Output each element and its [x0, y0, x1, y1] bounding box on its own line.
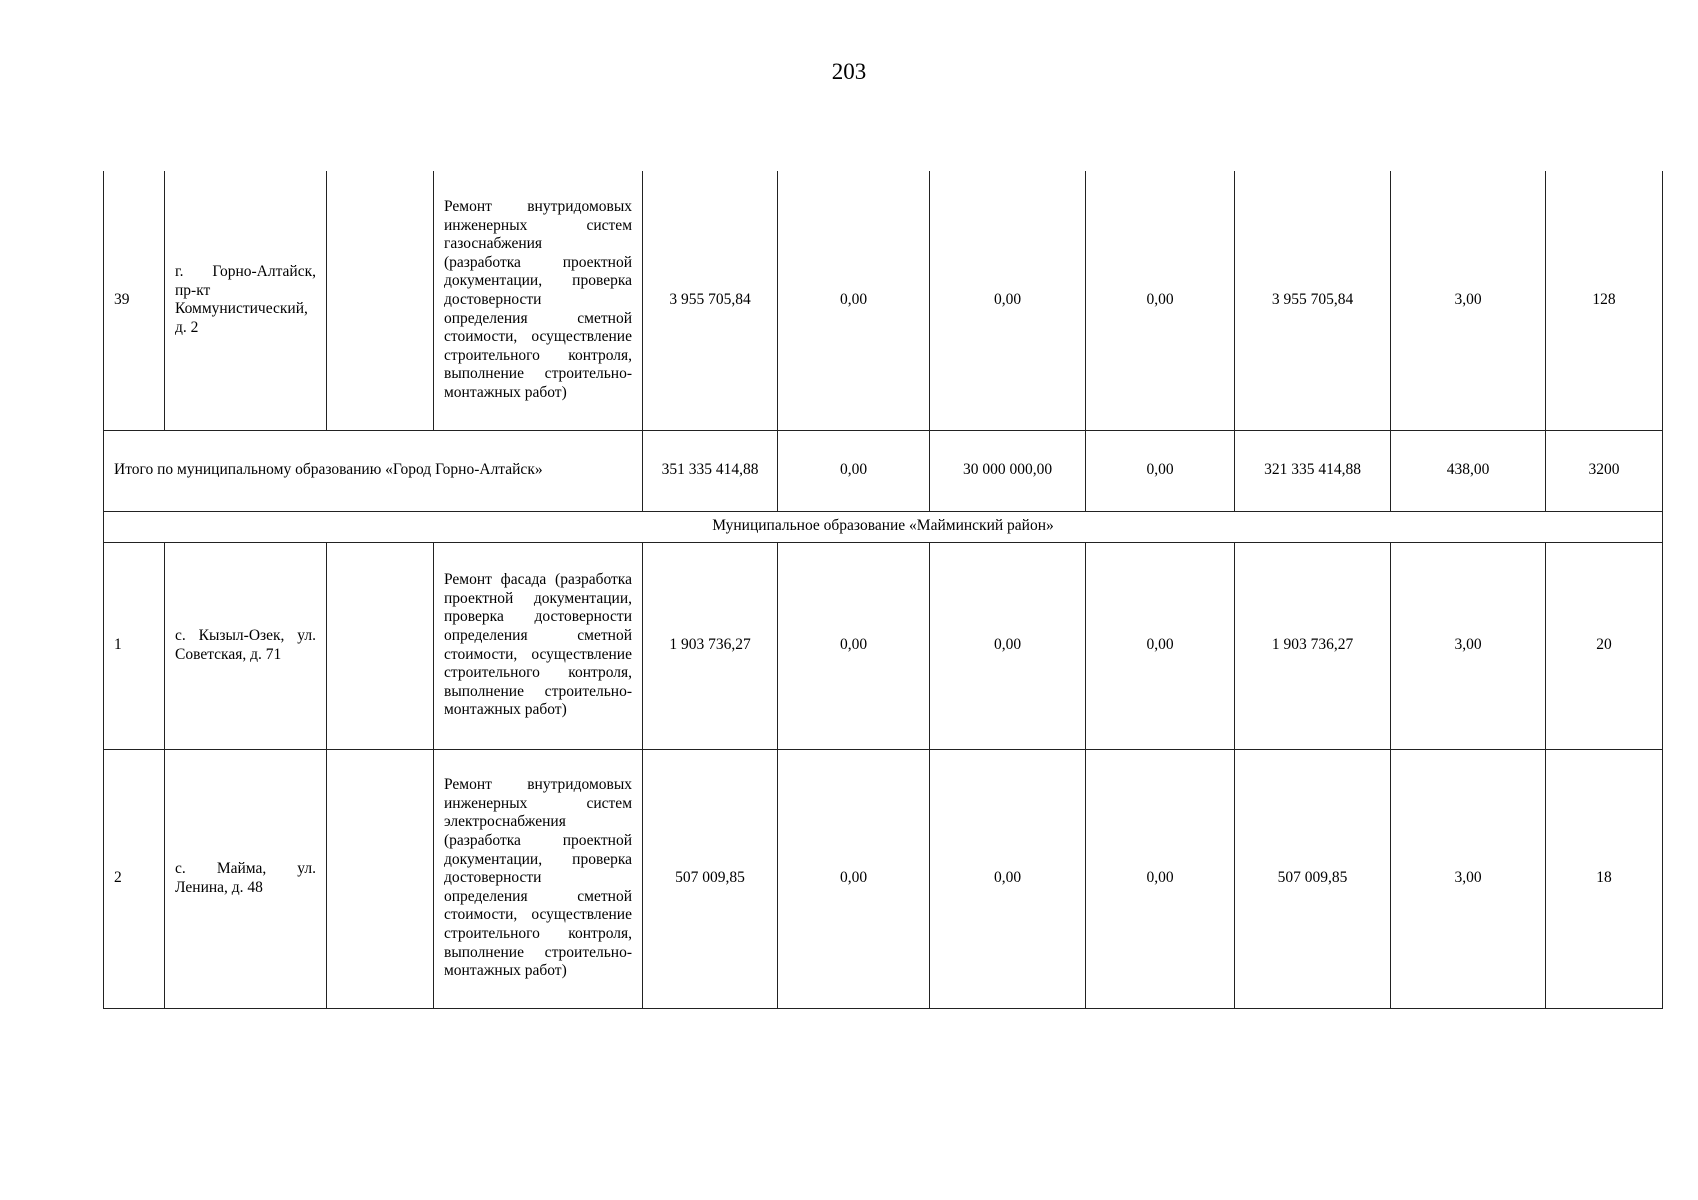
work-description-line: (разработка проектной — [444, 832, 632, 850]
work-description-line: монтажных работ) — [444, 701, 567, 719]
unit-cost-cell: 3,00 — [1391, 171, 1546, 430]
federal-fund-cell: 0,00 — [778, 171, 930, 430]
total-total-cost-cell: 351 335 414,88 — [643, 430, 778, 511]
row-number: 39 — [104, 171, 165, 430]
capital-repair-table — [103, 171, 1663, 1009]
work-description-cell — [434, 171, 643, 430]
work-description-line: газоснабжения — [444, 235, 543, 253]
total-unit-cost-cell: 438,00 — [1391, 430, 1546, 511]
owners-funds-cell: 3 955 705,84 — [1235, 171, 1391, 430]
work-description-line: определения сметной — [444, 309, 632, 327]
work-description-line: инженерных систем — [444, 216, 632, 234]
address-line: Коммунистический, — [175, 300, 308, 318]
work-description-line: (разработка проектной — [444, 253, 632, 271]
work-description-line: выполнение строительно- — [444, 943, 632, 961]
work-description-line: стоимости, осуществление — [444, 645, 632, 663]
local-budget-cell: 0,00 — [1086, 542, 1235, 749]
work-description-line: достоверности — [444, 290, 542, 308]
regional-budget-cell: 0,00 — [930, 542, 1086, 749]
empty-cell — [327, 171, 434, 430]
total-cost-cell: 3 955 705,84 — [643, 171, 778, 430]
federal-fund-cell: 0,00 — [778, 749, 930, 1008]
total-regional-budget-cell: 30 000 000,00 — [930, 430, 1086, 511]
work-description-line: Ремонт фасада (разработка — [444, 571, 632, 589]
address-line: д. 2 — [175, 318, 199, 336]
unit-cost-cell: 3,00 — [1391, 542, 1546, 749]
work-description-line: выполнение строительно- — [444, 365, 632, 383]
regional-budget-cell: 0,00 — [930, 749, 1086, 1008]
limit-cost-cell: 18 — [1546, 749, 1663, 1008]
table-row — [104, 749, 1663, 1008]
local-budget-cell: 0,00 — [1086, 171, 1235, 430]
address-line: Ленина, д. 48 — [175, 878, 263, 896]
work-description-line: электроснабжения — [444, 813, 566, 831]
limit-cost-cell: 128 — [1546, 171, 1663, 430]
regional-budget-cell: 0,00 — [930, 171, 1086, 430]
work-description-line: Ремонт внутридомовых — [444, 776, 632, 794]
work-description-line: монтажных работ) — [444, 383, 567, 401]
work-description-line: стоимости, осуществление — [444, 328, 632, 346]
owners-funds-cell: 1 903 736,27 — [1235, 542, 1391, 749]
owners-funds-cell: 507 009,85 — [1235, 749, 1391, 1008]
table-row — [104, 542, 1663, 749]
address-line: пр-кт — [175, 281, 211, 299]
work-description-line: проектной документации, — [444, 589, 632, 607]
work-description-line: определения сметной — [444, 887, 632, 905]
total-local-budget-cell: 0,00 — [1086, 430, 1235, 511]
address-cell — [165, 171, 327, 430]
local-budget-cell: 0,00 — [1086, 749, 1235, 1008]
work-description-line: выполнение строительно- — [444, 682, 632, 700]
total-owners-funds-cell: 321 335 414,88 — [1235, 430, 1391, 511]
federal-fund-cell: 0,00 — [778, 542, 930, 749]
total-cost-cell: 1 903 736,27 — [643, 542, 778, 749]
work-description-line: строительного контроля, — [444, 346, 632, 364]
address-line: с. Кызыл-Озек, ул. — [175, 626, 316, 644]
address-line: Советская, д. 71 — [175, 645, 282, 663]
address-line: г. Горно-Алтайск, — [175, 263, 316, 281]
address-line: с. Майма, ул. — [175, 859, 316, 877]
work-description-line: достоверности — [444, 869, 542, 887]
work-description-line: строительного контроля, — [444, 664, 632, 682]
row-number: 2 — [104, 749, 165, 1008]
row-number: 1 — [104, 542, 165, 749]
work-description-line: инженерных систем — [444, 794, 632, 812]
work-description-line: проверка достоверности — [444, 608, 632, 626]
section-title: Муниципальное образование «Майминский район» — [104, 511, 1663, 542]
work-description-cell — [434, 542, 643, 749]
page-number: 203 — [831, 59, 867, 84]
total-label: Итого по муниципальному образованию «Город Горно-Алтайск» — [104, 430, 643, 511]
work-description-line: документации, проверка — [444, 272, 632, 290]
total-cost-cell: 507 009,85 — [643, 749, 778, 1008]
total-federal-fund-cell: 0,00 — [778, 430, 930, 511]
work-description-line: Ремонт внутридомовых — [444, 197, 632, 215]
empty-cell — [327, 542, 434, 749]
total-row — [104, 430, 1663, 511]
address-cell — [165, 749, 327, 1008]
work-description-line: определения сметной — [444, 626, 632, 644]
work-description-line: документации, проверка — [444, 850, 632, 868]
unit-cost-cell: 3,00 — [1391, 749, 1546, 1008]
work-description-line: стоимости, осуществление — [444, 906, 632, 924]
work-description-cell — [434, 749, 643, 1008]
table-row — [104, 171, 1663, 430]
empty-cell — [327, 749, 434, 1008]
work-description-line: монтажных работ) — [444, 962, 567, 980]
limit-cost-cell: 20 — [1546, 542, 1663, 749]
section-header-row — [104, 511, 1663, 542]
work-description-line: строительного контроля, — [444, 924, 632, 942]
address-cell — [165, 542, 327, 749]
total-limit-cost-cell: 3200 — [1546, 430, 1663, 511]
